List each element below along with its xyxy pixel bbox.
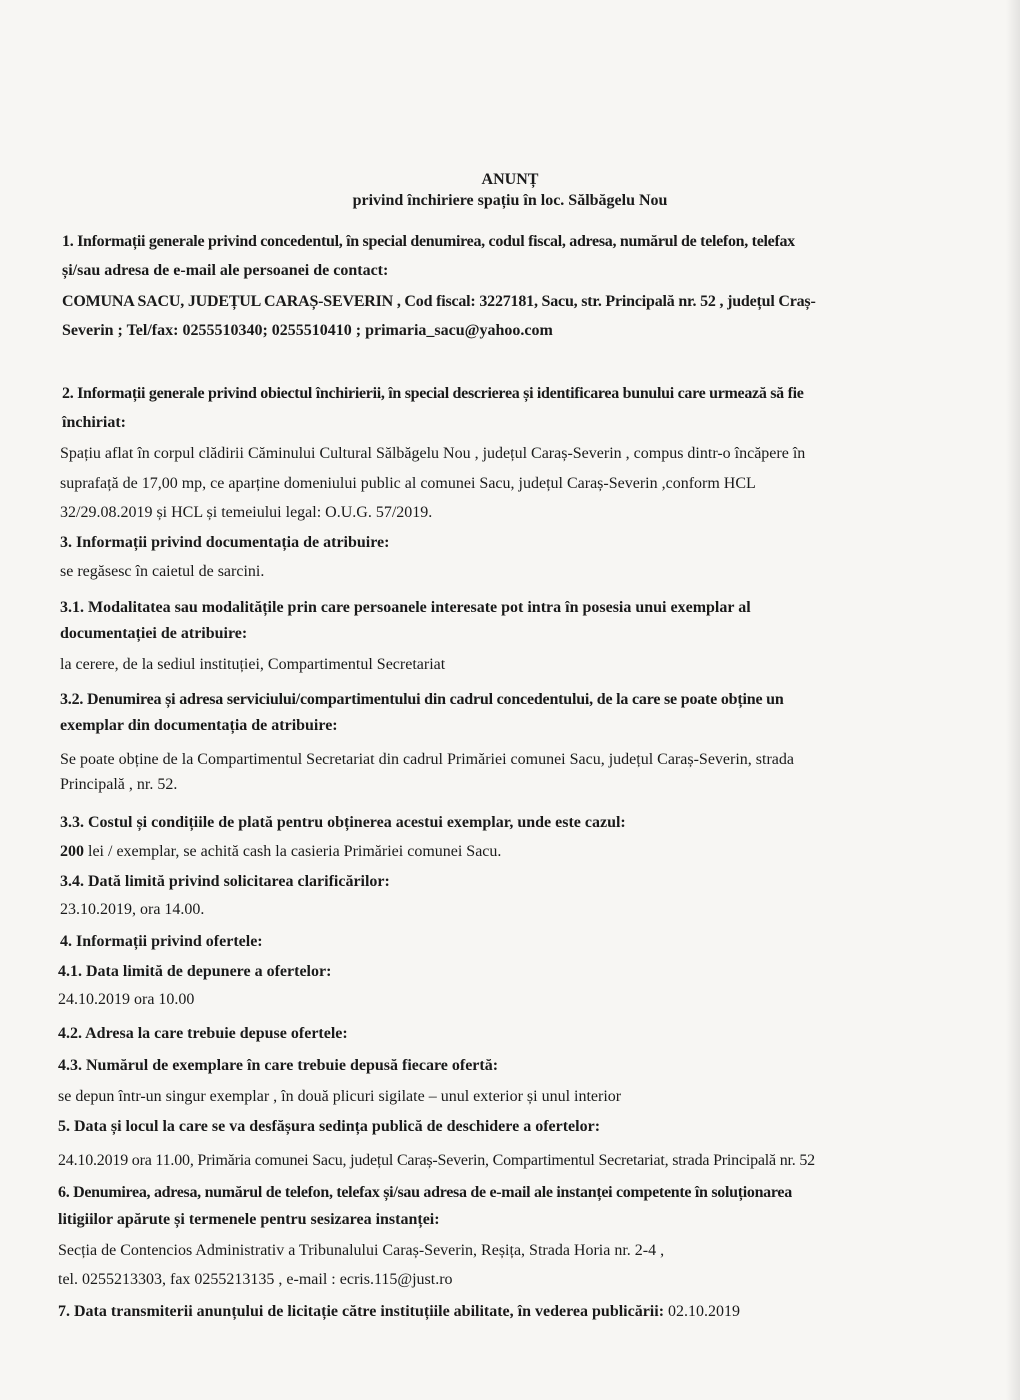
section-4-1-body: 24.10.2019 ora 10.00 bbox=[58, 991, 195, 1008]
section-3-body: se regăsesc în caietul de sarcini. bbox=[60, 563, 265, 580]
section-5-body: 24.10.2019 ora 11.00, Primăria comunei Sacu, județul Caraș-Severin, Compartimentul Secretariat, strada Principală nr. 52 bbox=[58, 1152, 815, 1169]
document-title: ANUNȚ bbox=[481, 171, 539, 188]
section-3-2-body-line-2: Principală , nr. 52. bbox=[60, 776, 178, 793]
section-1-body-line-1: COMUNA SACU, JUDEȚUL CARAȘ-SEVERIN , Cod fiscal: 3227181, Sacu, str. Principală nr. 52 , județul Craș- bbox=[62, 293, 816, 310]
section-3-3-body-text: lei / exemplar, se achită cash la casieria Primăriei comunei Sacu. bbox=[84, 843, 502, 860]
section-6-body-line-2: tel. 0255213303, fax 0255213135 , e-mail : ecris.115@just.ro bbox=[58, 1271, 453, 1288]
section-6-body-line-1: Secția de Contencios Administrativ a Tribunalului Caraș-Severin, Reșița, Strada Horia nr. 2-4 , bbox=[58, 1242, 665, 1259]
section-1-heading-line-1: 1. Informații generale privind concedentul, în special denumirea, codul fiscal, adresa, numărul de telefon, telefax bbox=[62, 233, 795, 250]
section-3-1-body: la cerere, de la sediul instituției, Compartimentul Secretariat bbox=[60, 656, 446, 673]
section-3-4-heading: 3.4. Dată limită privind solicitarea clarificărilor: bbox=[60, 873, 390, 890]
section-7-date: 02.10.2019 bbox=[668, 1303, 741, 1320]
section-4-1-heading: 4.1. Data limită de depunere a ofertelor: bbox=[58, 963, 332, 980]
document-subtitle: privind închiriere spațiu în loc. Sălbăgelu Nou bbox=[352, 192, 668, 209]
section-3-2-body-line-1: Se poate obține de la Compartimentul Secretariat din cadrul Primăriei comunei Sacu, județul Caraș-Severin, strada bbox=[60, 751, 794, 768]
section-2-body-line-1: Spațiu aflat în corpul clădirii Căminului Cultural Sălbăgelu Nou , județul Caraș-Severin , compus dintr-o încăpere în bbox=[60, 445, 806, 462]
section-7-heading: 7. Data transmiterii anunțului de licitație către instituțiile abilitate, în vederea publicării: bbox=[58, 1303, 669, 1320]
section-4-3-heading: 4.3. Numărul de exemplare în care trebuie depusă fiecare ofertă: bbox=[58, 1057, 499, 1074]
section-2-body-line-2: suprafață de 17,00 mp, ce aparține domeniului public al comunei Sacu, județul Caraș-Severin ,conform HCL bbox=[60, 475, 756, 492]
section-3-heading: 3. Informații privind documentația de atribuire: bbox=[60, 534, 390, 551]
section-1-body-line-2: Severin ; Tel/fax: 0255510340; 0255510410 ; primaria_sacu@yahoo.com bbox=[62, 322, 553, 339]
section-3-3-heading: 3.3. Costul și condițiile de plată pentru obținerea acestui exemplar, unde este cazul: bbox=[60, 814, 626, 831]
section-3-3-body bbox=[60, 842, 501, 862]
section-3-3-price: 200 bbox=[60, 843, 84, 860]
section-3-2-heading-line-2: exemplar din documentația de atribuire: bbox=[60, 717, 338, 734]
section-4-heading: 4. Informații privind ofertele: bbox=[60, 933, 263, 950]
section-2-body-line-3: 32/29.08.2019 și HCL și temeiului legal: O.U.G. 57/2019. bbox=[60, 504, 433, 521]
section-6-heading-line-1: 6. Denumirea, adresa, numărul de telefon, telefax și/sau adresa de e-mail ale instanței competente în soluționarea bbox=[58, 1184, 792, 1201]
section-3-1-heading-line-1: 3.1. Modalitatea sau modalitățile prin care persoanele interesate pot intra în posesia unui exemplar al bbox=[60, 599, 751, 616]
section-1-heading-line-2: și/sau adresa de e-mail ale persoanei de contact: bbox=[62, 262, 389, 279]
section-4-3-body: se depun într-un singur exemplar , în două plicuri sigilate – unul exterior și unul interior bbox=[58, 1088, 622, 1105]
section-6-heading-line-2: litigiilor apărute și termenele pentru sesizarea instanței: bbox=[58, 1211, 440, 1228]
section-2-heading-line-1: 2. Informații generale privind obiectul închirierii, în special descrierea și identificarea bunului care urmează să fie bbox=[62, 385, 804, 402]
section-7-line bbox=[58, 1302, 740, 1322]
section-5-heading: 5. Data și locul la care se va desfășura sedința publică de deschidere a ofertelor: bbox=[58, 1118, 601, 1135]
section-3-1-heading-line-2: documentației de atribuire: bbox=[60, 625, 248, 642]
section-3-2-heading-line-1: 3.2. Denumirea și adresa serviciului/compartimentului din cadrul concedentului, de la care se poate obține un bbox=[60, 691, 784, 708]
section-3-4-body: 23.10.2019, ora 14.00. bbox=[60, 901, 205, 918]
section-2-heading-line-2: închiriat: bbox=[62, 414, 126, 431]
section-4-2-heading: 4.2. Adresa la care trebuie depuse ofertele: bbox=[58, 1025, 348, 1042]
